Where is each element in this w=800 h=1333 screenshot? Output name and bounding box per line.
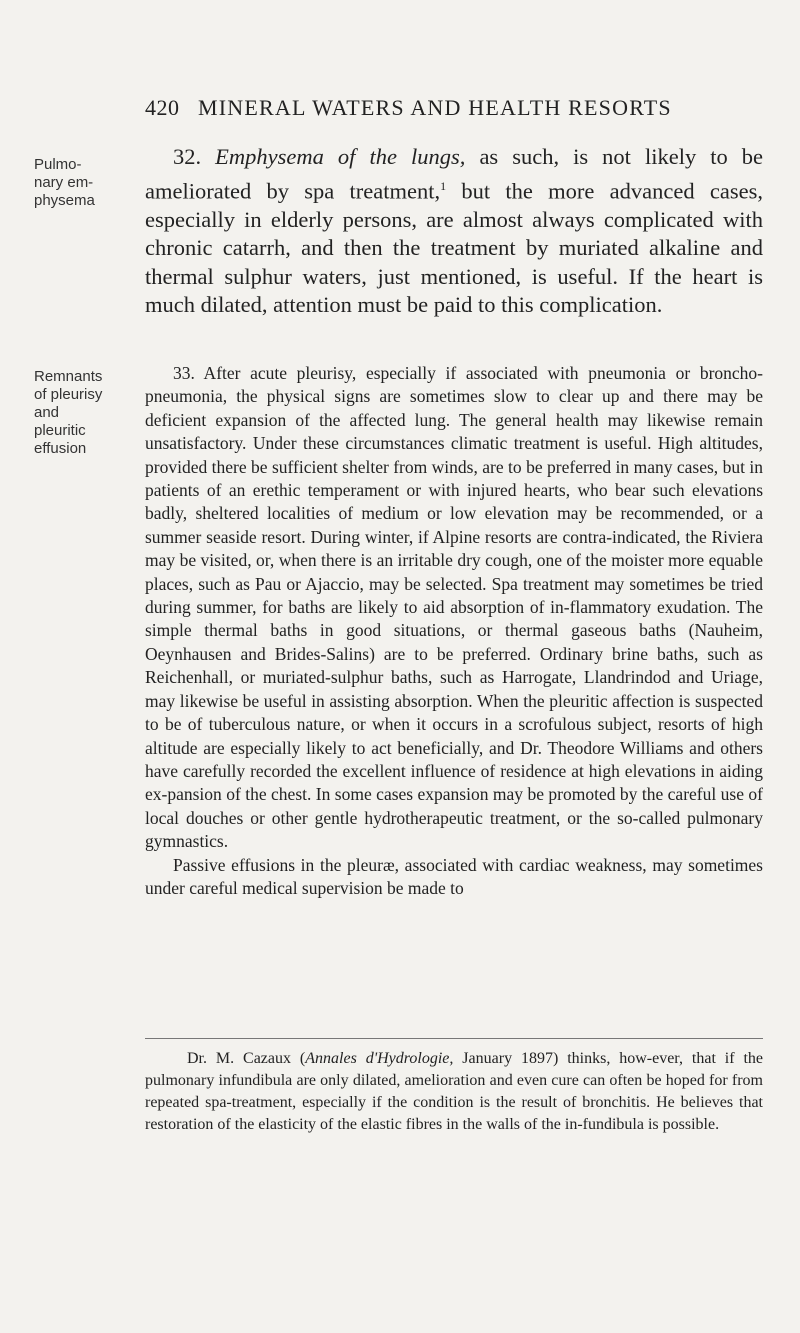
footnote-text-a: Dr. M. Cazaux ( <box>187 1050 306 1067</box>
footnote-divider <box>145 1038 763 1039</box>
margin-note-emphysema: Pulmo- nary em- physema <box>34 156 95 209</box>
running-title: MINERAL WATERS AND HEALTH RESORTS <box>198 95 672 120</box>
paragraph-32-number: 32. <box>173 144 202 169</box>
footnote <box>145 1048 763 1136</box>
page-header <box>0 95 800 125</box>
paragraph-32 <box>145 143 763 320</box>
paragraph-32-text-a: as such, is not likely to be ameliorated by spa treatment, <box>145 144 764 203</box>
footnote-text-b: January 1897) thinks, how-ever, that if the pulmonary infundibula are only dilated, amelioration and even cure can often be hoped for from repeated spa-treatment, especially if the condition is the result of bronchitis. He believes that restoration of the elasticity of the elastic fibres in the walls of the in-fundibula is possible. <box>145 1050 764 1133</box>
paragraph-33 <box>145 362 763 900</box>
footnote-journal-title: Annales d'Hydrologie, <box>305 1050 454 1067</box>
paragraph-passive-effusions: Passive effusions in the pleuræ, associated with cardiac weakness, may sometimes under careful medical supervision be made to <box>145 854 763 898</box>
paragraph-32-text-b: but the more advanced cases, especially in elderly persons, are almost always complicated with chronic catarrh, and then the treatment by muriated alkaline and thermal sulphur waters, just mentioned, is useful. If the heart is much dilated, attention must be paid to this complication. <box>145 178 764 317</box>
paragraph-33-text: 33. After acute pleurisy, especially if associated with pneumonia or broncho-pneumonia, the physical signs are sometimes slow to clear up and there may be deficient expansion of the affected lung. The general health may likewise remain unsatisfactory. Under these circumstances climatic treatment is useful. High altitudes, provided there be sufficient shelter from winds, are to be preferred in many cases, but in patients of an erethic temperament or with injured hearts, who bear such elevations badly, sheltered localities of medium or low elevation may be recommended, or a summer seaside resort. During winter, if Alpine resorts are contra-indicated, the Riviera may be visited, or, when there is an irritable dry cough, one of the moister more equable places, such as Pau or Ajaccio, may be selected. Spa treatment may sometimes be tried during summer, for baths are likely to aid absorption of in-flammatory exudation. The simple thermal baths in good situations, or thermal gaseous baths (Nauheim, Oeynhausen and Brides-Salins) are to be preferred. Ordinary brine baths, such as Reichenhall, or muriated-sulphur baths, such as Harrogate, Llandrindod and Uriage, may likewise be useful in assisting absorption. When the pleuritic affection is suspected to be of tuberculous nature, or when it occurs in a scrofulous subject, resorts of high altitude are especially likely to act beneficially, and Dr. Theodore Williams and others have carefully recorded the excellent influence of residence at high elevations in aiding ex-pansion of the chest. In some cases expansion may be promoted by the careful use of local douches or other gentle hydrotherapeutic treatment, or the so-called pulmonary gymnastics. <box>145 363 763 852</box>
margin-note-pleurisy: Remnants of pleurisy and pleuritic effusion <box>34 368 103 457</box>
page-number: 420 <box>145 95 180 120</box>
footnote-ref: 1 <box>440 178 447 193</box>
paragraph-32-italic-lead: Emphysema of the lungs, <box>215 144 466 169</box>
